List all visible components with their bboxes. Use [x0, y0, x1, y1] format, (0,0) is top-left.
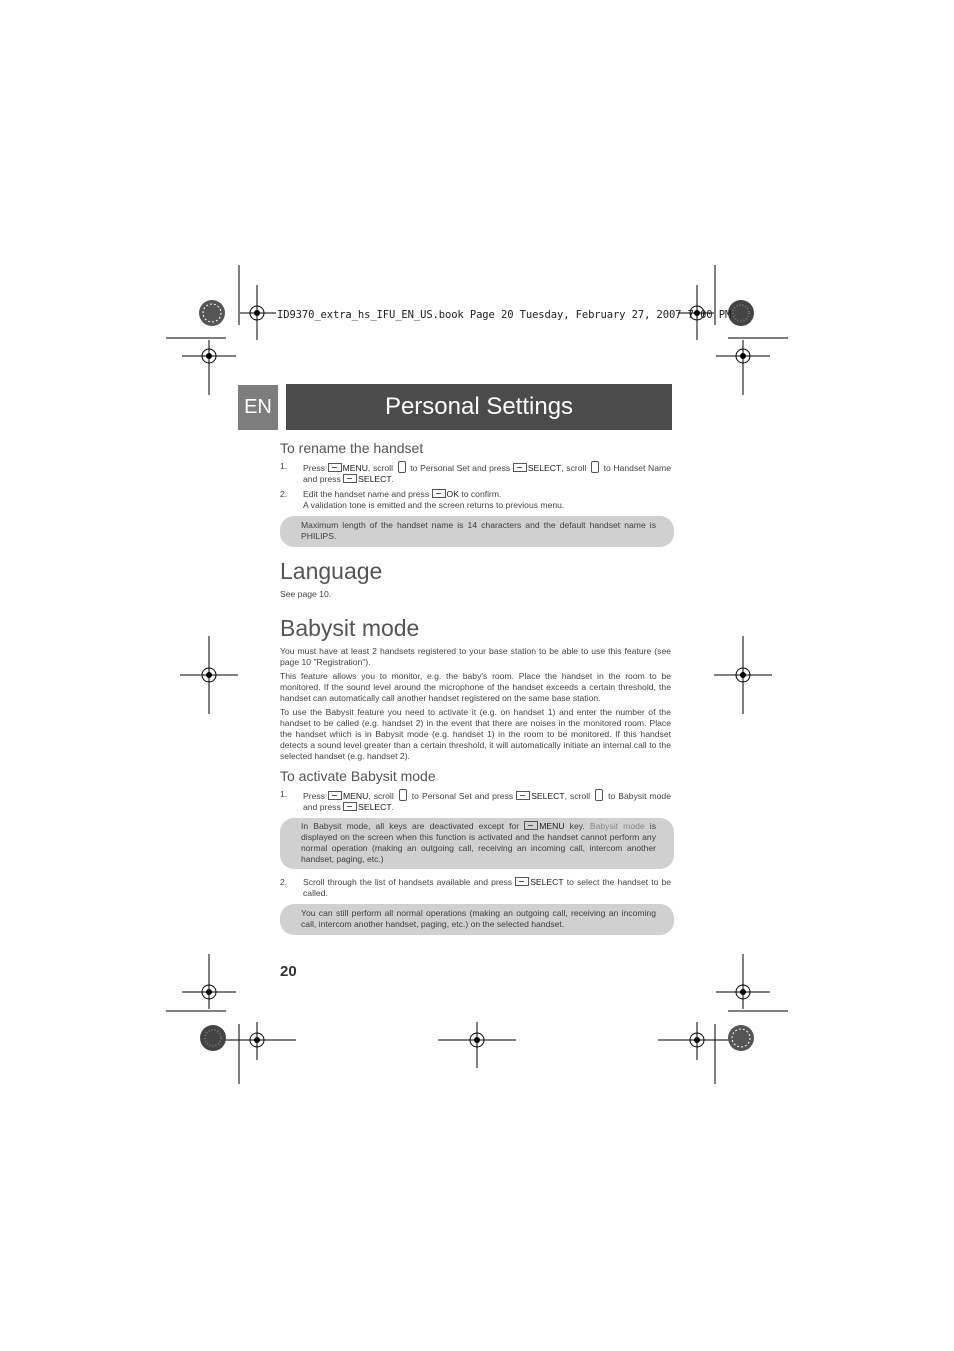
softkey-icon	[328, 463, 342, 472]
file-header: ID9370_extra_hs_IFU_EN_US.book Page 20 Tuesday, February 27, 2007 7:00 PM	[277, 309, 732, 321]
activate-step-2	[280, 877, 671, 899]
scroll-key-icon	[399, 789, 407, 801]
step-text-part: Edit the handset name and press	[303, 489, 430, 499]
scroll-key-icon	[591, 461, 599, 473]
step-text-part: , scroll	[368, 791, 394, 801]
activate-babysit-heading: To activate Babysit mode	[280, 768, 436, 784]
step-text	[303, 461, 671, 485]
note-text-part: key.	[569, 821, 585, 831]
select-key-label: SELECT	[358, 802, 392, 812]
step-text-part: Press	[303, 463, 325, 473]
select-key-label: SELECT	[530, 877, 564, 887]
note-text-part: is displayed on the screen when this function is activated and the handset cannot perform any normal operation (making an outgoing call, receiving an incoming call, intercom another handset, paging, etc.)	[301, 821, 656, 864]
language-tab: EN	[238, 385, 278, 430]
step-text-part: to select the handset to be called.	[303, 877, 672, 898]
step-text-part: .	[391, 802, 394, 812]
babysit-heading: Babysit mode	[280, 615, 420, 641]
step-text-part: to Handset Name and press	[303, 463, 671, 484]
step-text-part: .	[391, 474, 394, 484]
step-text-part: , scroll	[564, 791, 591, 801]
softkey-icon	[343, 802, 357, 811]
rename-note: Maximum length of the handset name is 14 characters and the default handset name is PHILIPS.	[280, 516, 674, 547]
main-content	[280, 438, 671, 941]
babysit-paragraph-2: This feature allows you to monitor, e.g. the baby's room. Place the handset in the room to be monitored. If the sound level around the microphone of the handset exceeds a certain threshold, the handset can automatically call another handset registered on the same base station.	[280, 671, 671, 703]
softkey-icon	[515, 877, 529, 886]
rename-step-2	[280, 489, 671, 511]
step-text-part: to Personal Set and press	[411, 791, 514, 801]
softkey-icon	[432, 489, 446, 498]
menu-key-label: MENU	[539, 821, 565, 831]
step-text	[303, 489, 671, 511]
menu-key-label: MENU	[342, 791, 369, 801]
select-key-label: SELECT	[358, 474, 392, 484]
step-text-part: , scroll	[561, 463, 587, 473]
menu-key-label: MENU	[342, 463, 368, 473]
step-text	[303, 789, 671, 813]
softkey-icon	[513, 463, 527, 472]
page-number: 20	[280, 963, 297, 980]
babysit-paragraph-1: You must have at least 2 handsets registered to your base station to be able to use this feature (see page 10 "Registration").	[280, 646, 671, 667]
step-number: 1.	[280, 789, 288, 799]
step-text-part: Scroll through the list of handsets available and press	[303, 877, 513, 887]
babysit-note	[280, 818, 674, 869]
selected-handset-note: You can still perform all normal operations (making an outgoing call, receiving an incoming call, intercom another handset, paging, etc.) on the selected handset.	[280, 904, 674, 935]
scroll-key-icon	[398, 461, 406, 473]
rename-step-1	[280, 461, 671, 485]
softkey-icon	[328, 791, 342, 800]
scroll-key-icon	[595, 789, 603, 801]
step-number: 2.	[280, 877, 288, 887]
step-text-part: Press	[303, 791, 325, 801]
step-text	[303, 877, 671, 899]
activate-step-1	[280, 789, 671, 813]
display-text-babysit-mode: Babysit mode	[589, 821, 645, 831]
step-text-part: to Personal Set and press	[410, 463, 511, 473]
rename-heading: To rename the handset	[280, 440, 424, 456]
select-key-label: SELECT	[527, 463, 562, 473]
select-key-label: SELECT	[531, 791, 565, 801]
step-text-part: to Babysit mode and press	[303, 791, 671, 812]
step-text-part: to confirm.	[461, 489, 502, 499]
language-text: See page 10.	[280, 589, 332, 599]
softkey-icon	[343, 474, 357, 483]
language-heading: Language	[280, 558, 383, 584]
step-text-part: A validation tone is emitted and the screen returns to previous menu.	[303, 500, 565, 510]
ok-key-label: OK	[446, 489, 459, 499]
babysit-paragraph-3: To use the Babysit feature you need to activate it (e.g. on handset 1) and enter the number of the handset to be called (e.g. handset 2) in the event that there are noises in the monitored room. Place the handset which is in Babysit mode (e.g. handset 1) in the room to be monitored. If this handset detects a sound level greater than a certain threshold, it will automatically initiate an internal call to the selected handset (e.g. handset 2).	[280, 707, 671, 761]
page-title: Personal Settings	[286, 384, 672, 430]
softkey-icon	[516, 791, 530, 800]
softkey-icon	[524, 821, 538, 830]
step-number: 1.	[280, 461, 288, 471]
step-text-part: , scroll	[367, 463, 393, 473]
step-number: 2.	[280, 489, 288, 499]
note-text-part: In Babysit mode, all keys are deactivated except for	[301, 821, 520, 831]
